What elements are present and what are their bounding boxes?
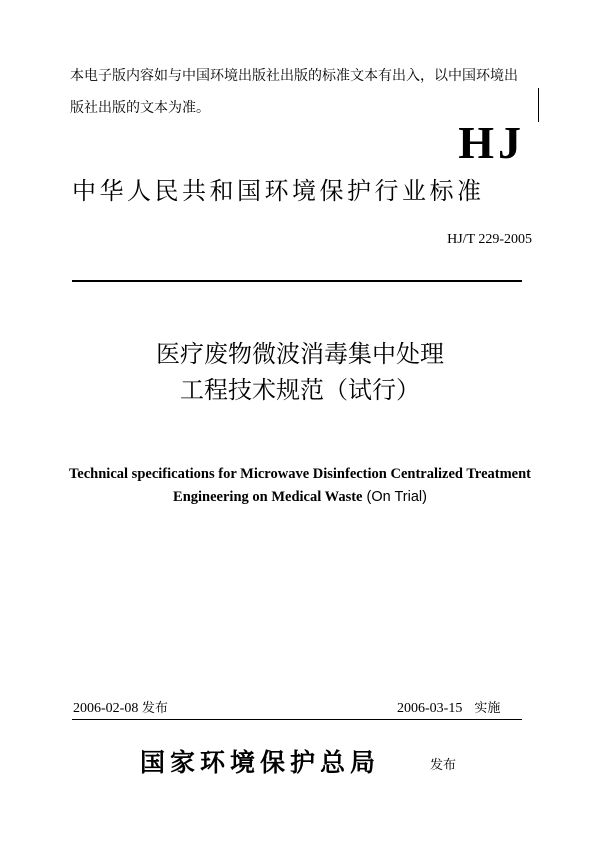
- disclaimer-notice: [70, 60, 540, 124]
- standard-code: HJ/T 229-2005: [447, 232, 532, 247]
- standard-category-title: 中华人民共和国环境保护行业标准: [72, 177, 485, 205]
- disclaimer-line-2: 版社出版的文本为准。: [70, 100, 210, 116]
- header-divider: [72, 280, 522, 282]
- effective-info: [397, 697, 500, 717]
- english-title-line-2: [0, 486, 600, 508]
- issuing-label: 发布: [430, 758, 457, 773]
- chinese-title-line-2: 工程技术规范（试行）: [180, 376, 420, 404]
- trial-note: (On Trial): [362, 489, 427, 505]
- release-date: 2006-02-08: [73, 701, 139, 716]
- release-info: [73, 697, 168, 717]
- english-title-main: Engineering on Medical Waste: [173, 489, 363, 505]
- english-title-line-1: Technical specifications for Microwave Disinfection Centralized Treatment: [68, 466, 532, 482]
- disclaimer-line-1: 本电子版内容如与中国环境出版社出版的标准文本有出入，以中国环境出: [70, 68, 518, 84]
- effective-date: 2006-03-15: [397, 701, 463, 716]
- release-label: 发布: [141, 701, 168, 716]
- chinese-title-line-1: 医疗废物微波消毒集中处理: [156, 340, 444, 368]
- issuing-authority: 国家环境保护总局: [140, 748, 381, 777]
- effective-label: 实施: [474, 701, 501, 716]
- hj-logo: HJ: [458, 117, 525, 168]
- margin-mark: [538, 88, 539, 122]
- footer-divider: [72, 719, 522, 720]
